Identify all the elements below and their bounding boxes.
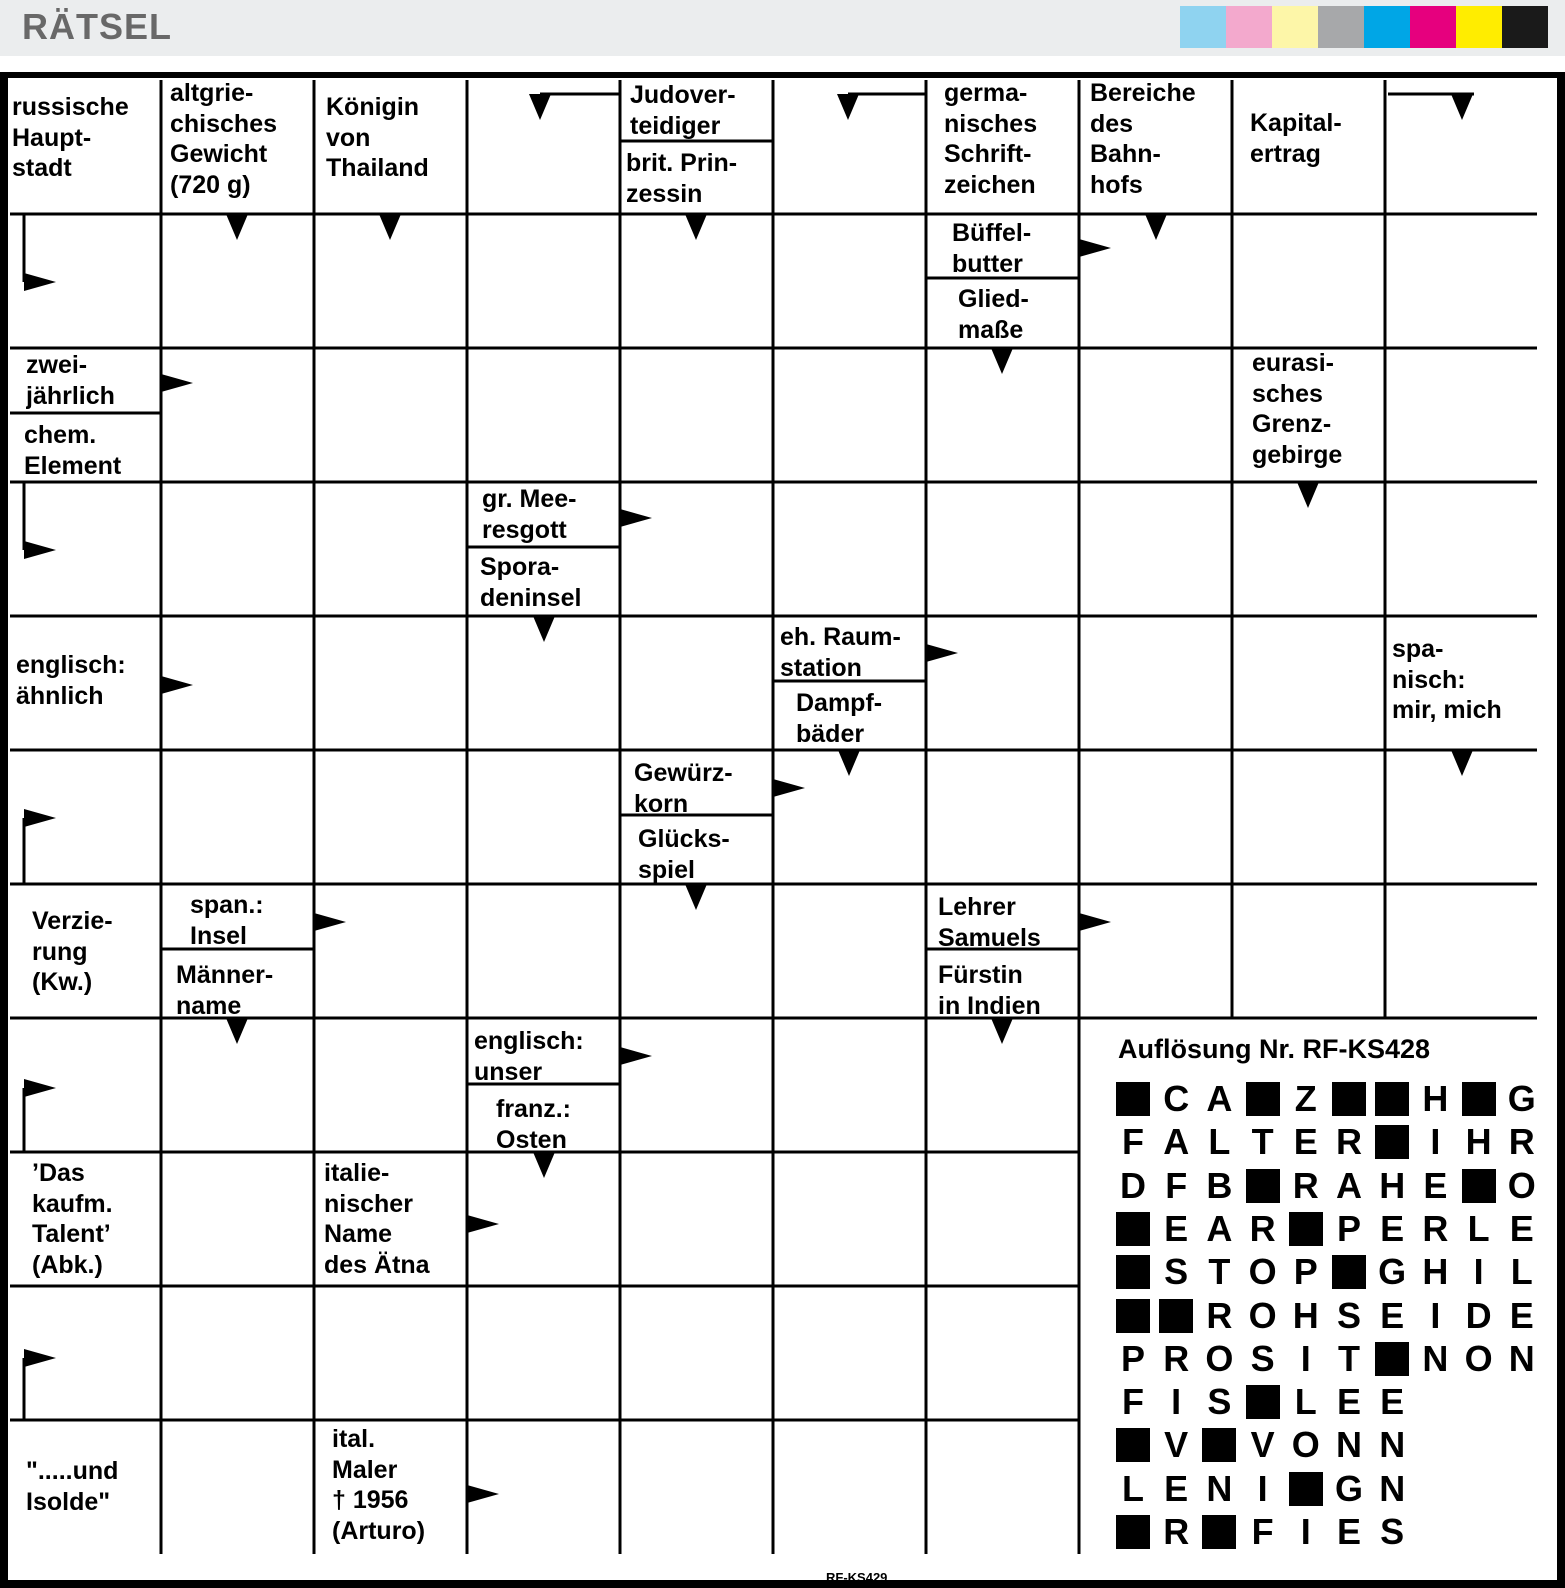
- clue-c22: Verzie- rung (Kw.): [32, 907, 113, 996]
- arrow-right-icon: [1079, 239, 1111, 257]
- solution-block: [1375, 1082, 1409, 1116]
- arrow-down-icon: [533, 616, 555, 642]
- solution-letter: R: [1422, 1207, 1449, 1249]
- solution-block: [1202, 1515, 1236, 1549]
- solution-letter: O: [1205, 1337, 1234, 1379]
- clue-c21: Glücks- spiel: [638, 825, 730, 884]
- arrow-right-icon: [773, 779, 805, 797]
- solution-letter: H: [1422, 1078, 1449, 1119]
- solution-block: [1289, 1472, 1323, 1506]
- solution-block: [1246, 1385, 1280, 1419]
- color-swatch: [1456, 6, 1502, 48]
- arrow-right-icon: [24, 809, 56, 827]
- arrow-right-icon: [926, 644, 958, 662]
- clue-c26: Fürstin in Indien: [938, 961, 1041, 1020]
- solution-letter: P: [1293, 1251, 1318, 1293]
- solution-letter: C: [1163, 1078, 1190, 1119]
- color-swatch: [1364, 6, 1410, 48]
- solution-letter: N: [1379, 1467, 1406, 1509]
- solution-letter: Z: [1294, 1078, 1317, 1119]
- solution-letter: I: [1171, 1381, 1182, 1423]
- solution-letter: I: [1430, 1294, 1441, 1336]
- clue-c15: Spora- deninsel: [480, 553, 582, 612]
- solution-block: [1462, 1169, 1496, 1203]
- page-title: RÄTSEL: [22, 6, 172, 47]
- clue-c29: ’Das kaufm. Talent’ (Abk.): [32, 1159, 113, 1279]
- grid-lines: [0, 72, 1565, 1588]
- header-bar: [0, 0, 1565, 56]
- solution-letter: S: [1164, 1251, 1189, 1293]
- solution-letter: N: [1336, 1424, 1362, 1466]
- clue-c25: Lehrer Samuels: [938, 893, 1041, 952]
- solution-letter: G: [1507, 1078, 1536, 1119]
- clue-c18: Dampf- bäder: [796, 689, 883, 748]
- solution-letter: S: [1336, 1294, 1361, 1336]
- clue-c10: Glied- maße: [958, 285, 1029, 344]
- solution-letter: L: [1122, 1467, 1144, 1509]
- solution-letter: S: [1207, 1381, 1232, 1423]
- solution-letter: E: [1293, 1121, 1318, 1163]
- arrow-down-icon: [1145, 214, 1167, 240]
- clue-c20: Gewürz- korn: [634, 759, 733, 818]
- solution-letter: I: [1257, 1467, 1268, 1509]
- arrow-right-icon: [314, 913, 346, 931]
- solution-letter: S: [1250, 1337, 1275, 1379]
- solution-letter: A: [1206, 1078, 1233, 1119]
- color-swatch: [1180, 6, 1226, 48]
- arrow-down-icon: [1297, 482, 1319, 508]
- clue-c3: Königin von Thailand: [326, 93, 429, 182]
- solution-block: [1289, 1212, 1323, 1246]
- solution-letter: N: [1508, 1337, 1535, 1379]
- solution-letter: B: [1206, 1164, 1233, 1206]
- solution-letter: F: [1251, 1511, 1274, 1552]
- arrow-down-icon: [1451, 750, 1473, 776]
- grid-frame: [4, 74, 1561, 1584]
- clue-c24: Männer- name: [176, 961, 274, 1020]
- solution-letter: F: [1165, 1164, 1188, 1206]
- clue-c2: altgrie- chisches Gewicht (720 g): [170, 79, 278, 199]
- arrow-down-icon: [379, 214, 401, 240]
- solution-letter: T: [1338, 1337, 1360, 1379]
- arrow-down-icon: [685, 884, 707, 910]
- solution-letter: P: [1336, 1207, 1361, 1249]
- arrow-right-icon: [24, 273, 56, 291]
- solution-letter: I: [1300, 1337, 1311, 1379]
- solution-letter: H: [1292, 1294, 1319, 1336]
- arrow-right-icon: [24, 541, 56, 559]
- solution-block: [1116, 1515, 1150, 1549]
- clue-c5: brit. Prin- zessin: [626, 149, 738, 208]
- arrow-down-icon: [991, 348, 1013, 374]
- arrow-down-icon: [838, 750, 860, 776]
- solution-letter: L: [1294, 1381, 1317, 1423]
- solution-block: [1246, 1082, 1280, 1116]
- solution-block: [1159, 1299, 1193, 1333]
- solution-block: [1332, 1255, 1366, 1289]
- solution-block: [1116, 1299, 1150, 1333]
- color-swatch: [1272, 6, 1318, 48]
- clue-c7: Bereiche des Bahn- hofs: [1090, 79, 1196, 199]
- solution-block: [1332, 1082, 1366, 1116]
- solution-letter: F: [1122, 1121, 1144, 1163]
- solution-block: [1116, 1255, 1150, 1289]
- solution-block: [1116, 1428, 1150, 1462]
- clue-c8: Kapital- ertrag: [1250, 109, 1342, 168]
- solution-letter: H: [1465, 1121, 1492, 1163]
- solution-letter: E: [1164, 1207, 1189, 1249]
- puzzle-code: RF-KS429: [826, 1570, 888, 1585]
- arrow-down-icon: [1451, 94, 1473, 120]
- solution-letter: H: [1379, 1164, 1406, 1206]
- clue-c1: russische Haupt- stadt: [12, 93, 129, 182]
- clue-c12: chem. Element: [24, 421, 122, 480]
- solution-letter: I: [1473, 1251, 1484, 1293]
- solution-letter: F: [1122, 1381, 1144, 1423]
- solution-letter: O: [1464, 1337, 1493, 1379]
- arrow-right-icon: [24, 1349, 56, 1367]
- clue-c11: zwei- jährlich: [26, 351, 115, 410]
- solution-letter: I: [1430, 1121, 1441, 1163]
- solution-letter: H: [1422, 1251, 1449, 1293]
- arrow-down-icon: [685, 214, 707, 240]
- clue-c23: span.: Insel: [190, 891, 264, 950]
- solution-letter: G: [1378, 1251, 1407, 1293]
- solution-letter: A: [1336, 1164, 1362, 1206]
- arrow-down-icon: [991, 1018, 1013, 1044]
- solution-block: [1246, 1169, 1280, 1203]
- solution-letter: T: [1208, 1251, 1231, 1293]
- solution-letter: E: [1509, 1294, 1534, 1336]
- clue-c31: ".....und Isolde": [26, 1457, 119, 1516]
- solution-letter: D: [1120, 1164, 1146, 1206]
- solution-block: [1462, 1082, 1496, 1116]
- solution-letter: R: [1163, 1337, 1190, 1379]
- solution-letter: E: [1336, 1381, 1361, 1423]
- clue-c4: Judover- teidiger: [630, 81, 736, 140]
- clue-c19: spa- nisch: mir, mich: [1392, 635, 1502, 724]
- solution-letter: G: [1334, 1467, 1363, 1509]
- solution-letter: R: [1292, 1164, 1319, 1206]
- arrow-down-icon: [226, 1018, 248, 1044]
- solution-block: [1375, 1342, 1409, 1376]
- solution-letter: O: [1507, 1164, 1536, 1206]
- crossword-grid: [0, 72, 1565, 1588]
- arrow-right-icon: [1079, 913, 1111, 931]
- solution-letter: V: [1164, 1424, 1189, 1466]
- arrow-right-icon: [24, 1079, 56, 1097]
- arrow-right-icon: [467, 1215, 499, 1233]
- solution-title: Auflösung Nr. RF-KS428: [1118, 1034, 1431, 1064]
- solution-letter: R: [1206, 1294, 1233, 1336]
- clue-c9: Büffel- butter: [952, 219, 1032, 278]
- color-swatches: [1180, 6, 1548, 48]
- arrow-down-icon: [533, 1152, 555, 1178]
- solution-letter: A: [1163, 1121, 1190, 1163]
- color-swatch: [1502, 6, 1548, 48]
- solution-letter: V: [1250, 1424, 1275, 1466]
- arrow-down-icon: [529, 94, 551, 120]
- solution-letter: E: [1380, 1381, 1405, 1423]
- solution-letter: R: [1508, 1121, 1535, 1163]
- clue-c32: ital. Maler † 1956 (Arturo): [332, 1425, 426, 1545]
- solution-letter: N: [1422, 1337, 1449, 1379]
- solution-letter: T: [1251, 1121, 1274, 1163]
- clue-c17: eh. Raum- station: [780, 623, 901, 682]
- solution-letter: D: [1465, 1294, 1492, 1336]
- clue-c27: englisch: unser: [474, 1027, 584, 1086]
- arrow-down-icon: [837, 94, 859, 120]
- solution-letter: A: [1206, 1207, 1233, 1249]
- solution-block: [1116, 1082, 1150, 1116]
- clue-c14: gr. Mee- resgott: [482, 485, 577, 544]
- solution-letter: L: [1208, 1121, 1231, 1163]
- solution-block: [1375, 1125, 1409, 1159]
- solution-letter: N: [1379, 1424, 1406, 1466]
- color-swatch: [1410, 6, 1456, 48]
- solution-letter: O: [1291, 1424, 1320, 1466]
- solution-letter: R: [1163, 1511, 1190, 1552]
- solution-letter: R: [1249, 1207, 1276, 1249]
- solution-letter: L: [1467, 1207, 1490, 1249]
- arrow-right-icon: [161, 676, 193, 694]
- clue-c6: germa- nisches Schrift- zeichen: [944, 79, 1038, 199]
- color-swatch: [1226, 6, 1272, 48]
- solution-letter: S: [1380, 1511, 1405, 1552]
- solution-block: [1116, 1212, 1150, 1246]
- solution-letter: I: [1300, 1511, 1311, 1552]
- solution-letter: E: [1164, 1467, 1189, 1509]
- solution-letter: O: [1248, 1251, 1277, 1293]
- color-swatch: [1318, 6, 1364, 48]
- arrow-right-icon: [620, 509, 652, 527]
- clue-c30: italie- nischer Name des Ätna: [324, 1159, 430, 1279]
- arrow-down-icon: [226, 214, 248, 240]
- solution-letter: E: [1509, 1207, 1534, 1249]
- solution-letter: E: [1423, 1164, 1448, 1206]
- clue-c13: eurasi- sches Grenz- gebirge: [1252, 349, 1343, 469]
- solution-letter: E: [1336, 1511, 1361, 1552]
- solution-letter: E: [1380, 1207, 1405, 1249]
- solution-block: [1202, 1428, 1236, 1462]
- clue-c28: franz.: Osten: [496, 1095, 571, 1154]
- solution-letter: O: [1248, 1294, 1277, 1336]
- arrow-right-icon: [467, 1485, 499, 1503]
- solution-letter: P: [1120, 1337, 1145, 1379]
- solution-letter: E: [1380, 1294, 1405, 1336]
- solution-letter: N: [1206, 1467, 1233, 1509]
- arrow-right-icon: [620, 1047, 652, 1065]
- solution-letter: L: [1510, 1251, 1533, 1293]
- solution-letter: R: [1336, 1121, 1362, 1163]
- arrow-right-icon: [161, 374, 193, 392]
- clue-c16: englisch: ähnlich: [16, 651, 126, 710]
